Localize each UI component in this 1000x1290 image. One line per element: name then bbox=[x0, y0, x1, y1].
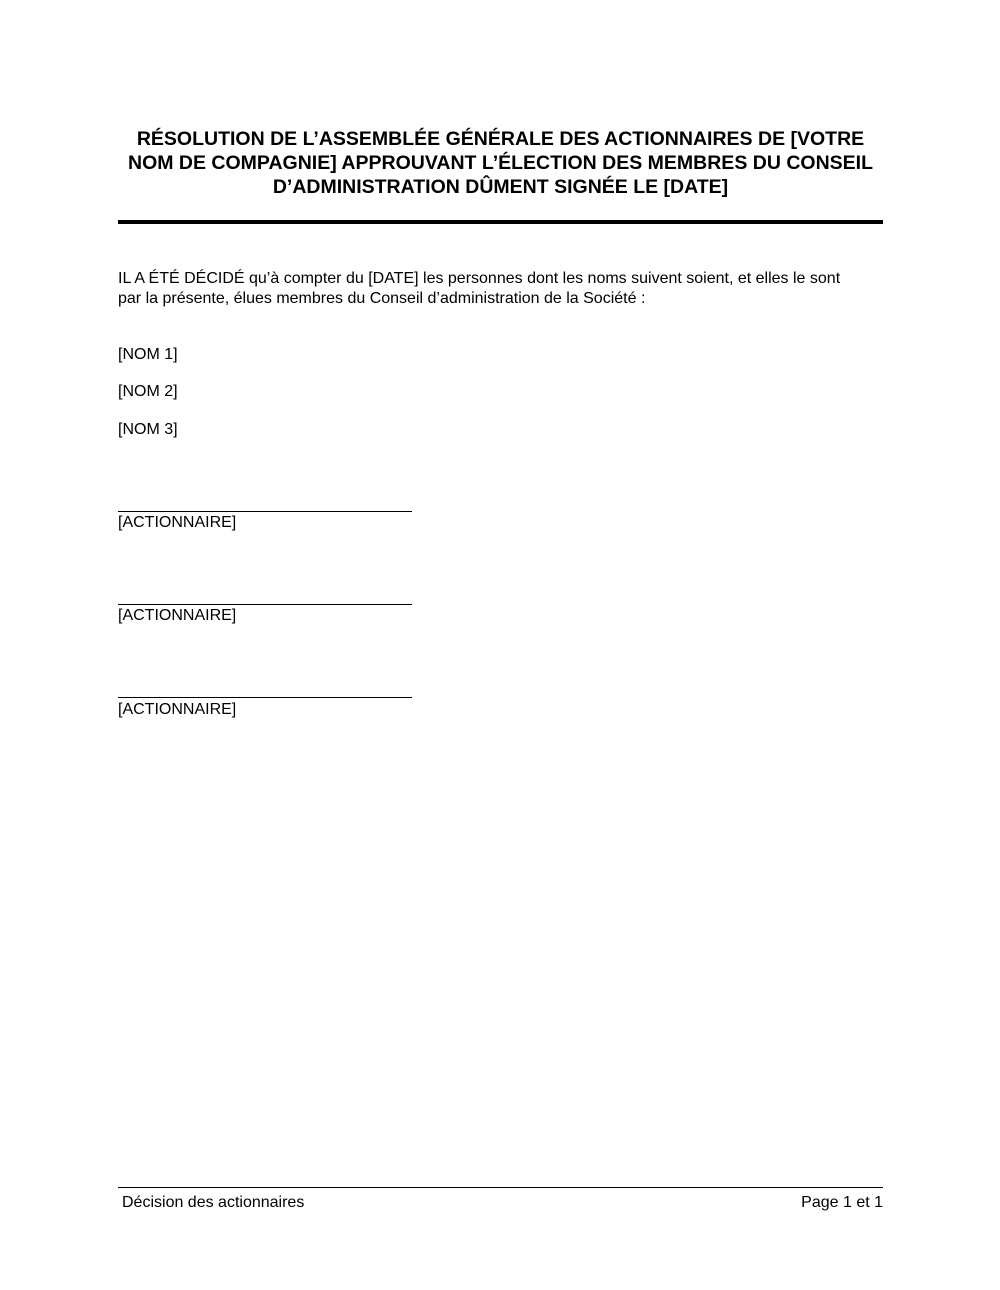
signature-line-2 bbox=[118, 604, 412, 605]
shareholder-label-2: [ACTIONNAIRE] bbox=[118, 607, 237, 624]
signature-line-1 bbox=[118, 511, 412, 512]
director-name-2: [NOM 2] bbox=[118, 383, 178, 400]
shareholder-label-1: [ACTIONNAIRE] bbox=[118, 514, 237, 531]
resolution-paragraph bbox=[118, 269, 888, 309]
paragraph-line: par la présente, élues membres du Conseil d’administration de la Société : bbox=[118, 290, 646, 307]
title-line: RÉSOLUTION DE L’ASSEMBLÉE GÉNÉRALE DES ACTIONNAIRES DE [VOTRE bbox=[136, 128, 865, 150]
shareholder-label-3: [ACTIONNAIRE] bbox=[118, 701, 237, 718]
director-name-1: [NOM 1] bbox=[118, 346, 178, 363]
footer-document-name: Décision des actionnaires bbox=[122, 1194, 305, 1211]
paragraph-line: IL A ÉTÉ DÉCIDÉ qu’à compter du [DATE] les personnes dont les noms suivent soient, et elles le sont bbox=[118, 270, 841, 287]
title-divider bbox=[118, 220, 883, 224]
title-line: D’ADMINISTRATION DÛMENT SIGNÉE LE [DATE] bbox=[272, 176, 729, 198]
title-line: NOM DE COMPAGNIE] APPROUVANT L’ÉLECTION DES MEMBRES DU CONSEIL bbox=[127, 152, 873, 174]
signature-line-3 bbox=[118, 697, 412, 698]
document-title bbox=[118, 127, 883, 199]
footer-divider bbox=[118, 1187, 883, 1188]
footer-page-number: Page 1 et 1 bbox=[801, 1194, 883, 1211]
director-name-3: [NOM 3] bbox=[118, 421, 178, 438]
